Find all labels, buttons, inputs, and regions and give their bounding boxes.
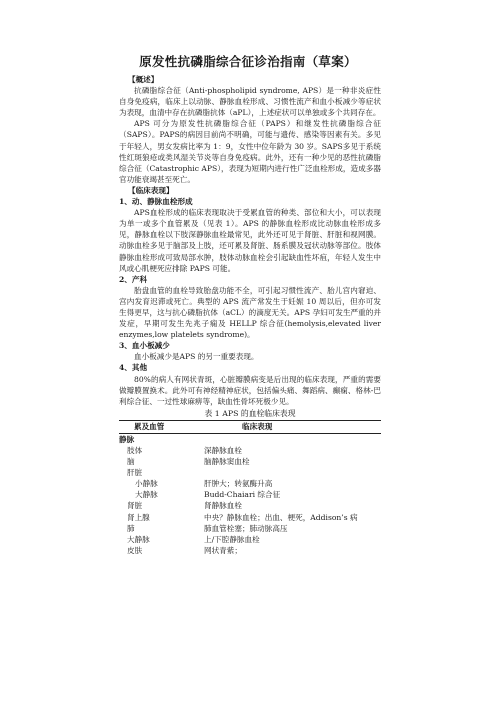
table-row <box>119 445 381 456</box>
overview-paragraph-1: 抗磷脂综合征（Anti-phospholipid syndrome, APS）是一种非炎症性自身免疫病，临床上以动脉、静脉血栓形成、习惯性流产和血小板减少等症状为表现，血清中存在抗磷脂抗体（aPL），上述症状可以单独或多个共同存在。 <box>119 86 381 118</box>
subsection-2-heading: 2、产科 <box>119 274 148 284</box>
finding-cell: 中央？静脉血栓；出血、梗死，Addison’s 病 <box>204 512 358 522</box>
finding-cell: 肺血管栓塞；肺动脉高压 <box>204 523 288 533</box>
finding-cell: 肝肿大；转氨酶升高 <box>204 479 273 489</box>
vessel-cell: 肝脏 <box>127 468 143 478</box>
page-title: 原发性抗磷脂综合征诊治指南（草案） <box>139 54 357 69</box>
finding-cell: 上/下腔静脉血栓 <box>204 534 260 544</box>
vessel-cell: 小静脉 <box>135 479 158 489</box>
overview-heading: 【概述】 <box>128 75 159 84</box>
overview-paragraph-2: APS 可分为原发性抗磷脂综合征（PAPS）和继发性抗磷脂综合征（SAPS）。PAPS的病因目前尚不明确，可能与遗传、感染等因素有关。多见于年轻人，男女发病比率为 1：9，女性中位年龄为 30 岁。SAPS多见于系统性红斑狼疮或类风湿关节炎等自身免疫病。此外，还有一种少见的恶性抗磷脂综合征（Catastrophic APS），表现为短期内进行性广泛血栓形成，造成多器官功能衰竭甚至死亡。 <box>119 119 381 184</box>
table-row <box>119 456 381 467</box>
table-header-row <box>119 420 381 433</box>
document-body <box>119 74 381 556</box>
subsection-4-paragraph: 80%的病人有网状青斑，心脏瓣膜病变是后出现的临床表现，严重的需要做瓣膜置换术。此外可有神经精神症状，包括偏头痛、舞蹈病、癫痫、格林-巴利综合征、一过性球麻痹等，缺血性骨坏死极少见。 <box>119 374 381 406</box>
thrombosis-table <box>119 420 381 556</box>
table-body <box>119 433 381 556</box>
subsection-2-paragraph: 胎盘血管的血栓导致胎盘功能不全，可引起习惯性流产、胎儿宫内窘迫、宫内发育迟滞或死亡。典型的 APS 流产常发生于妊娠 10 周以后，但亦可发生得更早，这与抗心磷脂抗体（aCL）的滴度无关。APS 孕妇可发生严重的并发症，早期可发生先兆子痫及 HELLP 综合征(hemolysis,elevated liver enzymes,low platelets syndrome)。 <box>119 285 381 340</box>
table-row <box>119 523 381 534</box>
table-row <box>119 478 381 489</box>
table-row <box>119 489 381 500</box>
vessel-cell: 肢体 <box>127 446 143 455</box>
table-row <box>119 545 381 556</box>
subsection-3-heading: 3、血小板减少 <box>119 341 170 351</box>
table-row <box>119 534 381 545</box>
vessel-cell: 皮肤 <box>127 545 143 555</box>
table-group-row <box>119 433 381 445</box>
table-row <box>119 467 381 478</box>
finding-cell: 深静脉血栓 <box>204 446 242 455</box>
subsection-1-heading: 1、动、静脉血栓形成 <box>119 197 193 207</box>
table-row <box>119 512 381 523</box>
finding-cell: 脑静脉窦血栓 <box>204 457 250 467</box>
vessel-cell: 肾脏 <box>127 501 143 511</box>
finding-cell: 网状青紫； <box>204 545 242 555</box>
vessel-cell: 大静脉 <box>135 490 158 500</box>
table-row <box>119 500 381 511</box>
group-label-vein: 静脉 <box>119 434 135 444</box>
vessel-cell: 脑 <box>127 457 135 467</box>
table-caption: 表 1 APS 的血栓临床表现 <box>204 408 296 418</box>
subsection-1-paragraph: APS血栓形成的临床表现取决于受累血管的种类、部位和大小，可以表现为单一或多个血管累及（见表 1）。APS 的静脉血栓形成比动脉血栓形成多见，静脉血栓以下肢深静脉血栓最常见，此外还可见于肾脏、肝脏和视网膜。动脉血栓多见于脑部及上肢，还可累及肾脏、肠系膜及冠状动脉等部位。肢体静脉血栓形成可致局部水肿，肢体动脉血栓会引起缺血性坏疽，年轻人发生中风或心肌梗死应排除 PAPS 可能。 <box>119 208 381 273</box>
finding-cell: 肾静脉血栓 <box>204 501 242 511</box>
vessel-cell: 大静脉 <box>127 534 150 544</box>
column-header-finding: 临床表现 <box>204 420 381 433</box>
vessel-cell: 肺 <box>127 523 135 533</box>
finding-cell <box>204 467 381 478</box>
subsection-3-paragraph: 血小板减少是APS 的另一重要表现。 <box>134 352 259 362</box>
finding-cell: Budd-Chaiari 综合征 <box>204 490 281 500</box>
clinical-heading: 【临床表现】 <box>128 185 174 195</box>
subsection-4-heading: 4、其他 <box>119 363 148 373</box>
vessel-cell: 肾上腺 <box>127 512 150 522</box>
column-header-vessel: 累及血管 <box>119 420 204 433</box>
